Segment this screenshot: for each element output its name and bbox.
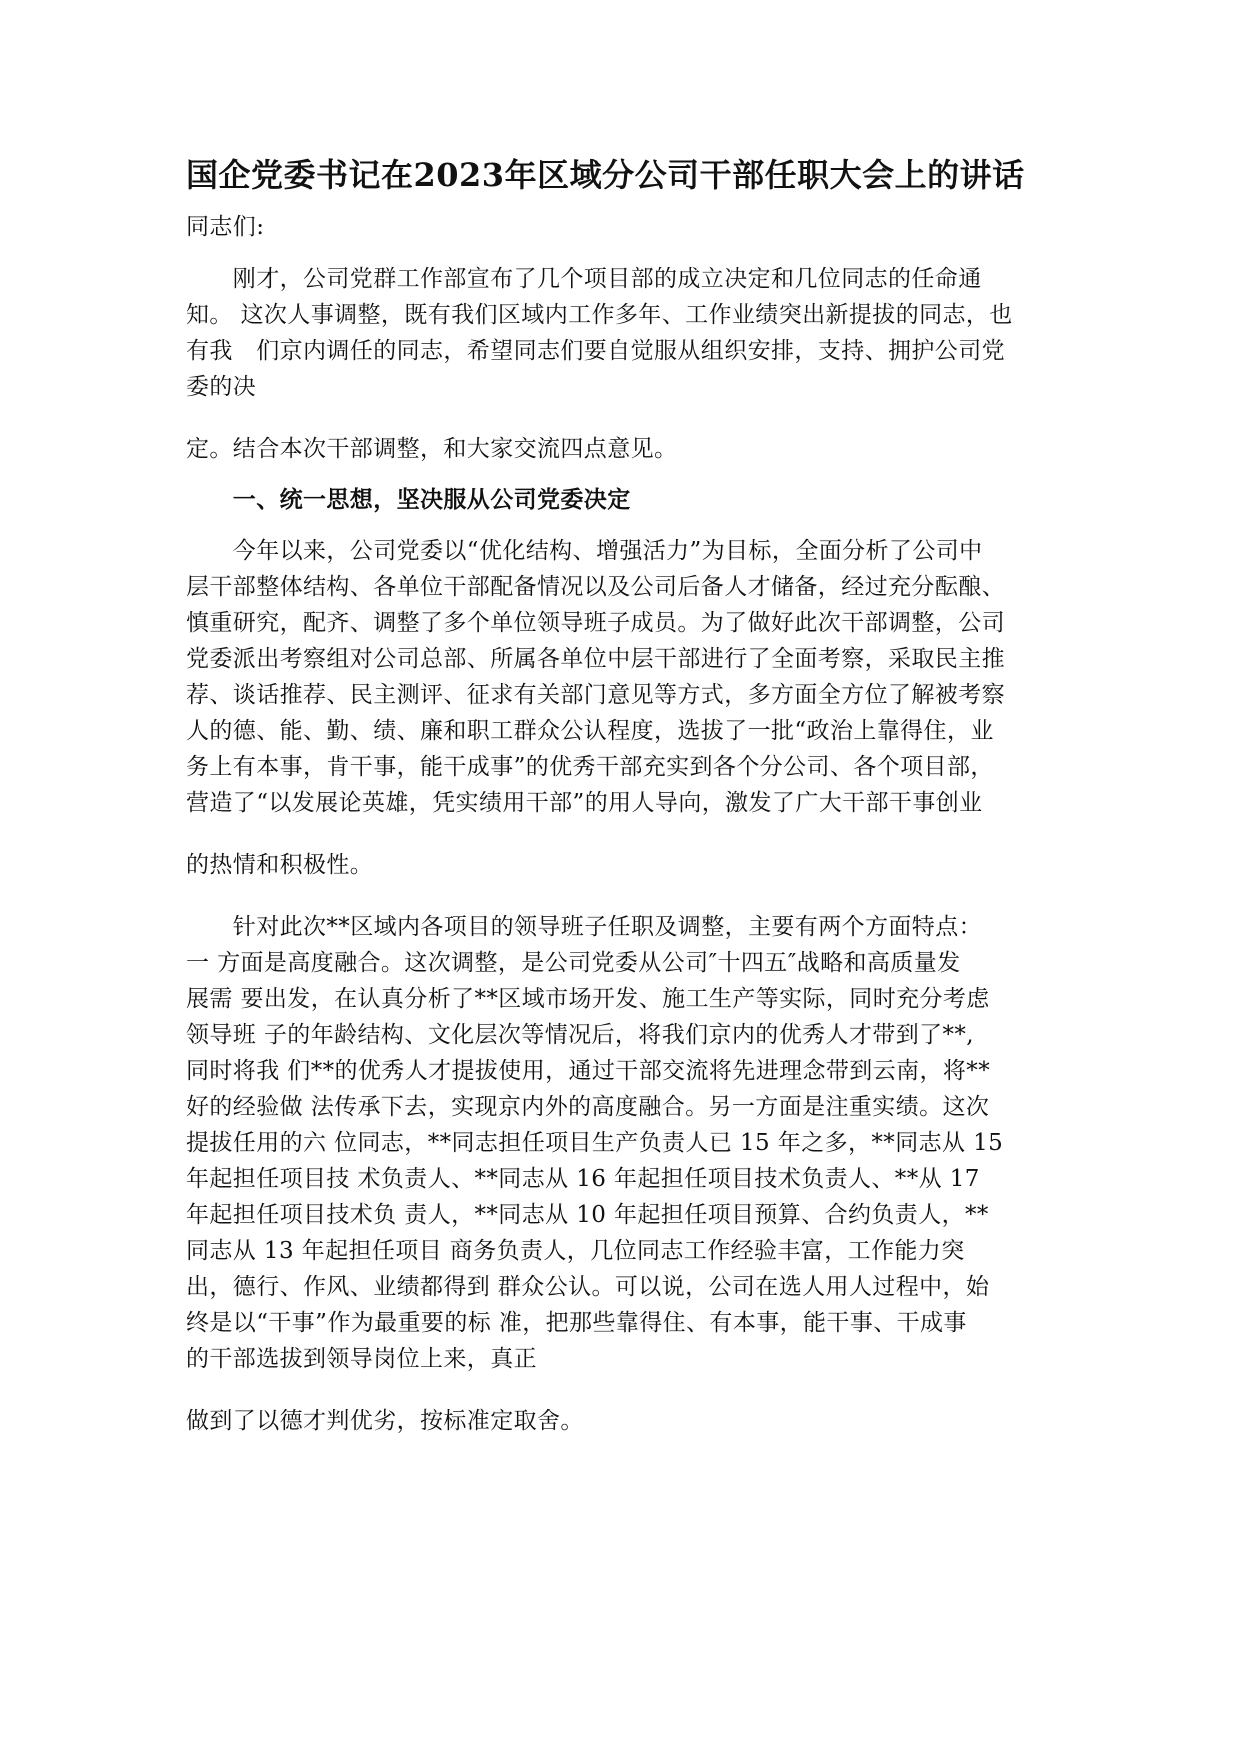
paragraph-1-line: 知。 这次人事调整，既有我们区域内工作多年、工作业绩突出新提拔的同志，也: [186, 302, 1013, 328]
paragraph-3-line: 展需 要出发，在认真分析了**区域市场开发、施工生产等实际，同时充分考虑: [186, 986, 990, 1012]
greeting: 同志们:: [186, 214, 265, 240]
paragraph-3-line: 终是以“干事”作为最重要的标 准，把那些靠得住、有本事，能干事、干成事: [186, 1310, 967, 1336]
paragraph-2-line: 荐、谈话推荐、民主测评、征求有关部门意见等方式，多方面全方位了解被考察: [186, 682, 1005, 708]
paragraph-1-line: 委的决: [186, 374, 257, 400]
paragraph-3-line: 同志从 13 年起担任项目 商务负责人，几位同志工作经验丰富，工作能力突: [186, 1238, 965, 1264]
paragraph-3-line: 一 方面是高度融合。这次调整，是公司党委从公司″十四五″战略和高质量发: [186, 950, 961, 976]
paragraph-3-line: 好的经验做 法传承下去，实现京内外的高度融合。另一方面是注重实绩。这次: [186, 1094, 990, 1120]
paragraph-1-line: 定。结合本次干部调整，和大家交流四点意见。: [186, 436, 678, 462]
paragraph-3-line: 年起担任项目技 术负责人、**同志从 16 年起担任项目技术负责人、**从 17: [186, 1166, 980, 1192]
paragraph-2-line: 层干部整体结构、各单位干部配备情况以及公司后备人才储备，经过充分酝酿、: [186, 574, 1005, 600]
paragraph-3-line: 出，德行、作风、业绩都得到 群众公认。可以说，公司在选人用人过程中，始: [186, 1274, 990, 1300]
paragraph-2-line: 务上有本事，肯干事，能干成事”的优秀干部充实到各个分公司、各个项目部，: [186, 754, 994, 780]
paragraph-2-line: 慎重研究，配齐、调整了多个单位领导班子成员。为了做好此次干部调整，公司: [186, 610, 1005, 636]
paragraph-1-line: 有我 们京内调任的同志，希望同志们要自觉服从组织安排，支持、拥护公司党: [186, 338, 1005, 364]
paragraph-3-line: 提拔任用的六 位同志，**同志担任项目生产负责人已 15 年之多，**同志从 15: [186, 1130, 1004, 1156]
paragraph-3-line: 做到了以德才判优劣，按标准定取舍。: [186, 1408, 584, 1434]
paragraph-2-line: 营造了“以发展论英雄，凭实绩用干部”的用人导向，激发了广大干部干事创业: [186, 790, 983, 816]
paragraph-3-line: 领导班 子的年龄结构、文化层次等情况后，将我们京内的优秀人才带到了**,: [186, 1022, 975, 1048]
paragraph-2-line: 人的德、能、勤、绩、廉和职工群众公认程度，选拔了一批“政治上靠得住，业: [186, 718, 994, 744]
document-title: 国企党委书记在2023年区域分公司干部任职大会上的讲话: [186, 156, 1025, 194]
paragraph-2-line: 今年以来，公司党委以“优化结构、增强活力”为目标，全面分析了公司中: [186, 538, 983, 564]
paragraph-3-line: 同时将我 们**的优秀人才提拔使用，通过干部交流将先进理念带到云南，将**: [186, 1058, 991, 1084]
paragraph-3-line: 的干部选拔到领导岗位上来，真正: [186, 1346, 537, 1372]
section-1-heading: 一、统一思想，坚决服从公司党委决定: [186, 486, 631, 513]
paragraph-3-line: 针对此次**区域内各项目的领导班子任职及调整，主要有两个方面特点：: [186, 914, 982, 940]
paragraph-1-line: 刚才，公司党群工作部宣布了几个项目部的成立决定和几位同志的任命通: [186, 266, 982, 292]
paragraph-3-line: 年起担任项目技术负 责人，**同志从 10 年起担任项目预算、合约负责人，**: [186, 1202, 989, 1228]
paragraph-2-line: 的热情和积极性。: [186, 852, 374, 878]
paragraph-2-line: 党委派出考察组对公司总部、所属各单位中层干部进行了全面考察，采取民主推: [186, 646, 1005, 672]
